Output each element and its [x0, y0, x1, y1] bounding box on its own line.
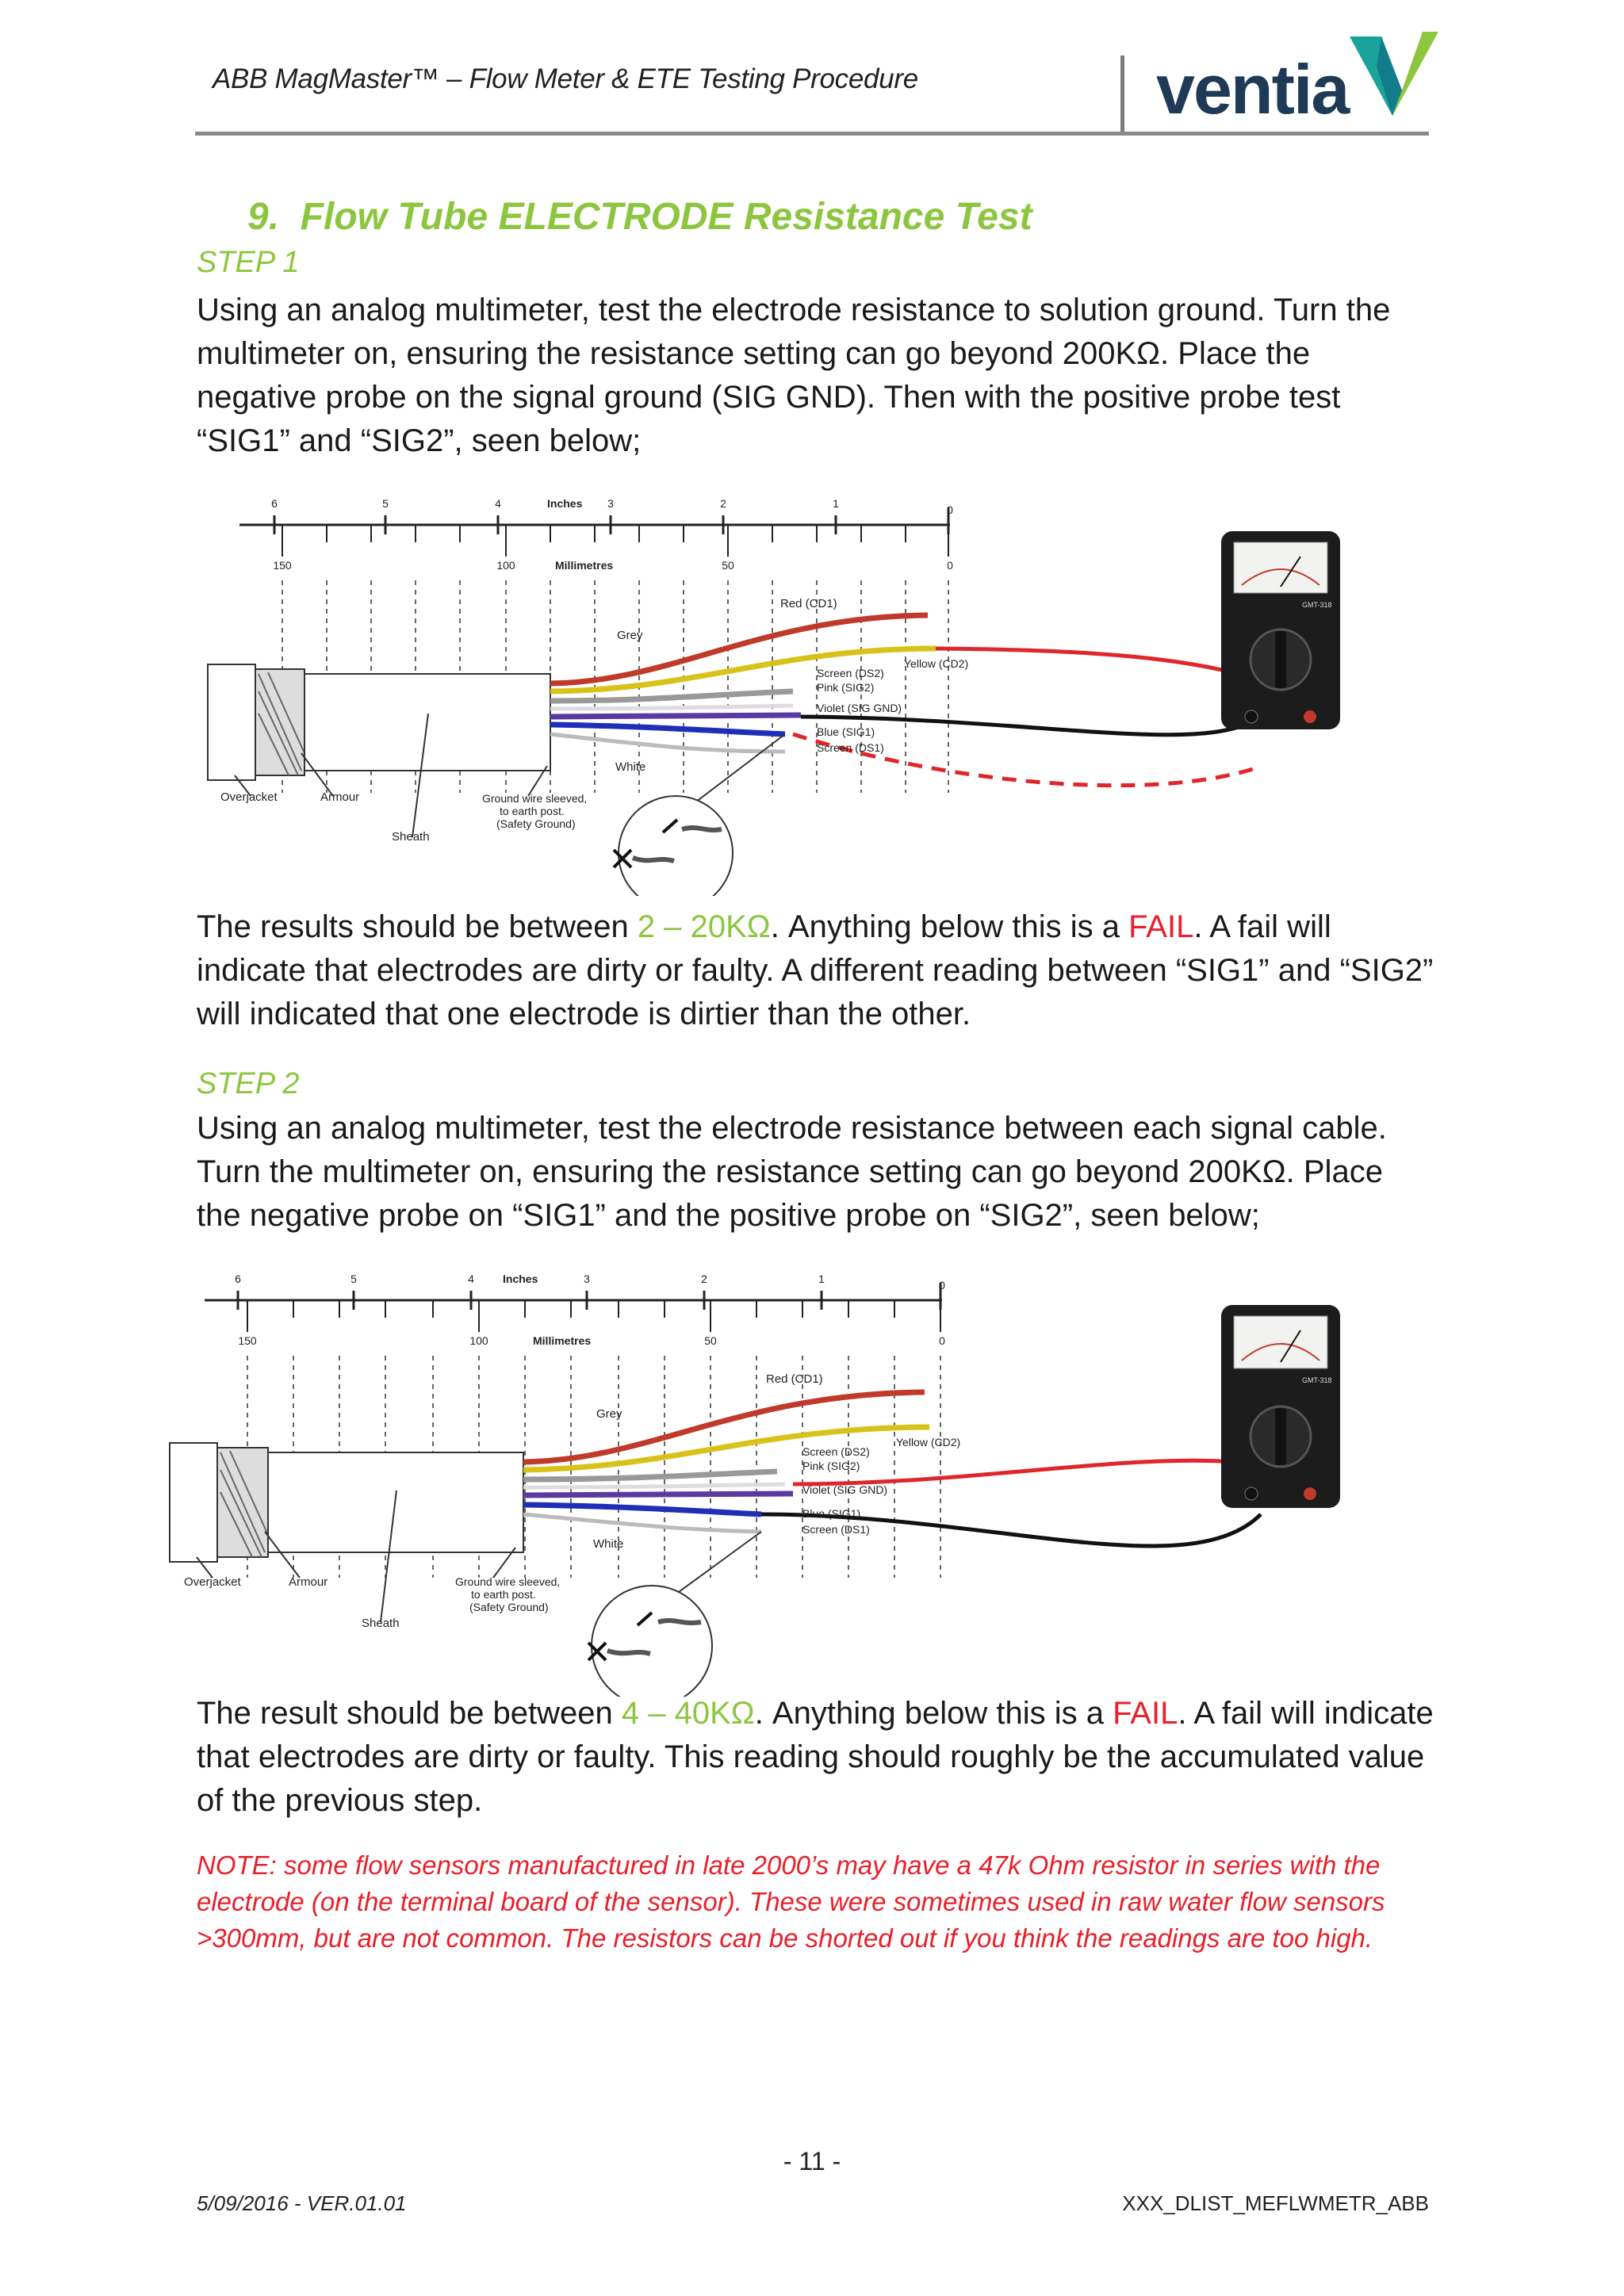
inch-tick-label: 5 — [350, 1272, 357, 1285]
footer-date-version: 5/09/2016 - VER.01.01 — [197, 2191, 407, 2215]
inch-tick-label: 3 — [584, 1272, 590, 1285]
ruler — [205, 1272, 945, 1347]
step2-result-suffix: . A fail will indicate that electrodes are dirty or faulty. This reading should roughly be the accumulated value of the previous step. — [197, 1696, 1434, 1818]
cable — [170, 1443, 523, 1562]
meter-model-label: GMT-318 — [1302, 1376, 1332, 1384]
part-label-ground-1: Ground wire sleeved, — [455, 1575, 561, 1588]
part-label-sheath: Sheath — [362, 1617, 400, 1630]
analog-multimeter-icon — [1221, 531, 1340, 729]
inch-tick-label: 6 — [235, 1272, 241, 1285]
mm-tick-label: 150 — [273, 559, 292, 572]
step2-result-prefix: The result should be between — [197, 1696, 622, 1731]
step1-result — [197, 905, 1434, 1036]
millimetres-label: Millimetres — [555, 559, 614, 572]
part-label-overjacket: Overjacket — [184, 1575, 241, 1589]
document-header-title: ABB MagMaster™ – Flow Meter & ETE Testing Procedure — [213, 63, 918, 94]
wire-label-yellow: Yellow (CD2) — [896, 1436, 961, 1448]
inch-tick-label: 0 — [939, 1279, 945, 1292]
ventia-logo-text: ventia — [1156, 50, 1349, 128]
inch-tick-label: 1 — [818, 1272, 825, 1285]
section-number: 9. — [247, 196, 280, 238]
millimetres-label: Millimetres — [533, 1334, 592, 1347]
ground-detail-callout — [614, 734, 785, 896]
inch-tick-label: 1 — [833, 497, 839, 510]
wire-label-red: Red (CD1) — [780, 597, 837, 610]
ruler — [239, 497, 953, 572]
ground-detail-callout — [588, 1532, 761, 1697]
part-label-ground-3: (Safety Ground) — [469, 1601, 549, 1613]
step2-result-range: 4 – 40KΩ — [621, 1696, 755, 1731]
part-label-ground-2: to earth post. — [471, 1588, 536, 1601]
header-separator — [1120, 55, 1124, 133]
footer-doc-code: XXX_DLIST_MEFLWMETR_ABB — [1122, 2191, 1429, 2215]
wire-label-blue: Blue (SIG1) — [802, 1507, 861, 1520]
inch-tick-label: 4 — [495, 497, 501, 510]
inch-tick-label: 4 — [468, 1272, 474, 1285]
part-label-armour: Armour — [320, 790, 360, 804]
mm-tick-label: 0 — [939, 1334, 945, 1347]
step1-result-range: 2 – 20KΩ — [637, 909, 771, 944]
part-label-armour: Armour — [289, 1575, 328, 1589]
inches-label: Inches — [503, 1272, 538, 1285]
wire-label-screen-ds1: Screen (DS1) — [817, 741, 884, 754]
part-label-overjacket: Overjacket — [220, 790, 278, 804]
wire-label-screen-ds1: Screen (DS1) — [802, 1523, 870, 1536]
step2-label: STEP 2 — [197, 1067, 300, 1100]
wire-label-screen-ds2: Screen (DS2) — [817, 667, 884, 679]
wire-label-yellow: Yellow (CD2) — [904, 657, 969, 670]
page-number: - 11 - — [783, 2147, 841, 2175]
step1-fail-word: FAIL — [1128, 909, 1194, 944]
part-label-ground-3: (Safety Ground) — [496, 817, 576, 830]
mm-tick-label: 100 — [469, 1334, 488, 1347]
header-rule — [195, 132, 1429, 136]
step1-label: STEP 1 — [197, 246, 300, 279]
ventia-logo-icon — [1346, 29, 1438, 119]
analog-multimeter-icon — [1221, 1305, 1340, 1508]
wire-label-pink: Pink (SIG2) — [802, 1460, 860, 1472]
step1-result-suffix: . A fail will indicate that electrodes are dirty or faulty. A different reading between “SIG1” and “SIG2” will indicated that one electrode is dirtier than the other. — [197, 909, 1434, 1031]
part-label-ground-2: to earth post. — [500, 805, 565, 817]
step2-wiring-diagram — [0, 1253, 1624, 1697]
inches-label: Inches — [547, 497, 583, 510]
step2-instructions: Using an analog multimeter, test the electrode resistance between each signal cable. Turn the multimeter on, ensuring the resistance setting can go beyond 200KΩ. Place the negative probe on “SIG1” and the positive probe on “SIG2”, seen below; — [197, 1111, 1387, 1233]
mm-tick-label: 0 — [947, 559, 953, 572]
part-label-ground-1: Ground wire sleeved, — [482, 792, 588, 805]
step1-wiring-diagram — [0, 484, 1624, 896]
inch-tick-label: 0 — [947, 503, 953, 516]
part-label-sheath: Sheath — [392, 830, 430, 844]
meter-model-label: GMT-318 — [1302, 601, 1332, 609]
step1-instructions: Using an analog multimeter, test the electrode resistance to solution ground. Turn the multimeter on, ensuring the resistance setting can go beyond 200KΩ. Place the negative probe on the signal ground (SIG GND). Then with the positive probe test “SIG1” and “SIG2”, seen below; — [197, 293, 1391, 458]
step1-result-prefix: The results should be between — [197, 909, 638, 944]
inch-tick-label: 2 — [720, 497, 726, 510]
cable — [208, 664, 550, 780]
wire-label-violet: Violet (SIG GND) — [817, 702, 902, 714]
wire-label-white: White — [593, 1537, 624, 1551]
wire-label-pink: Pink (SIG2) — [817, 681, 875, 694]
step2-result — [197, 1692, 1434, 1823]
mm-tick-label: 50 — [704, 1334, 717, 1347]
section-title — [247, 195, 1032, 239]
inch-tick-label: 5 — [382, 497, 389, 510]
wires — [523, 1392, 929, 1532]
wire-label-grey: Grey — [617, 629, 643, 642]
wire-label-grey: Grey — [596, 1407, 622, 1421]
resistor-note: NOTE: some flow sensors manufactured in late 2000’s may have a 47k Ohm resistor in series with the electrode (on the terminal board of the sensor). These were sometimes used in raw water flow sensors >300mm, but are not common. The resistors can be shorted out if you think the readings are too high. — [197, 1850, 1385, 1953]
step1-result-mid: . Anything below this is a — [770, 909, 1129, 944]
step2-fail-word: FAIL — [1113, 1696, 1178, 1731]
mm-tick-label: 150 — [238, 1334, 257, 1347]
inch-tick-label: 6 — [271, 497, 278, 510]
section-title-text: Flow Tube ELECTRODE Resistance Test — [300, 196, 1032, 238]
wire-label-screen-ds2: Screen (DS2) — [802, 1445, 870, 1458]
wire-label-violet: Violet (SIG GND) — [802, 1483, 888, 1496]
inch-tick-label: 3 — [607, 497, 614, 510]
mm-tick-label: 100 — [496, 559, 515, 572]
wire-label-red: Red (CD1) — [766, 1372, 823, 1386]
inch-tick-label: 2 — [701, 1272, 707, 1285]
wires — [550, 615, 936, 752]
step2-result-mid: . Anything below this is a — [754, 1696, 1113, 1731]
wire-label-white: White — [615, 760, 646, 774]
mm-tick-label: 50 — [722, 559, 734, 572]
wire-label-blue: Blue (SIG1) — [817, 725, 875, 738]
